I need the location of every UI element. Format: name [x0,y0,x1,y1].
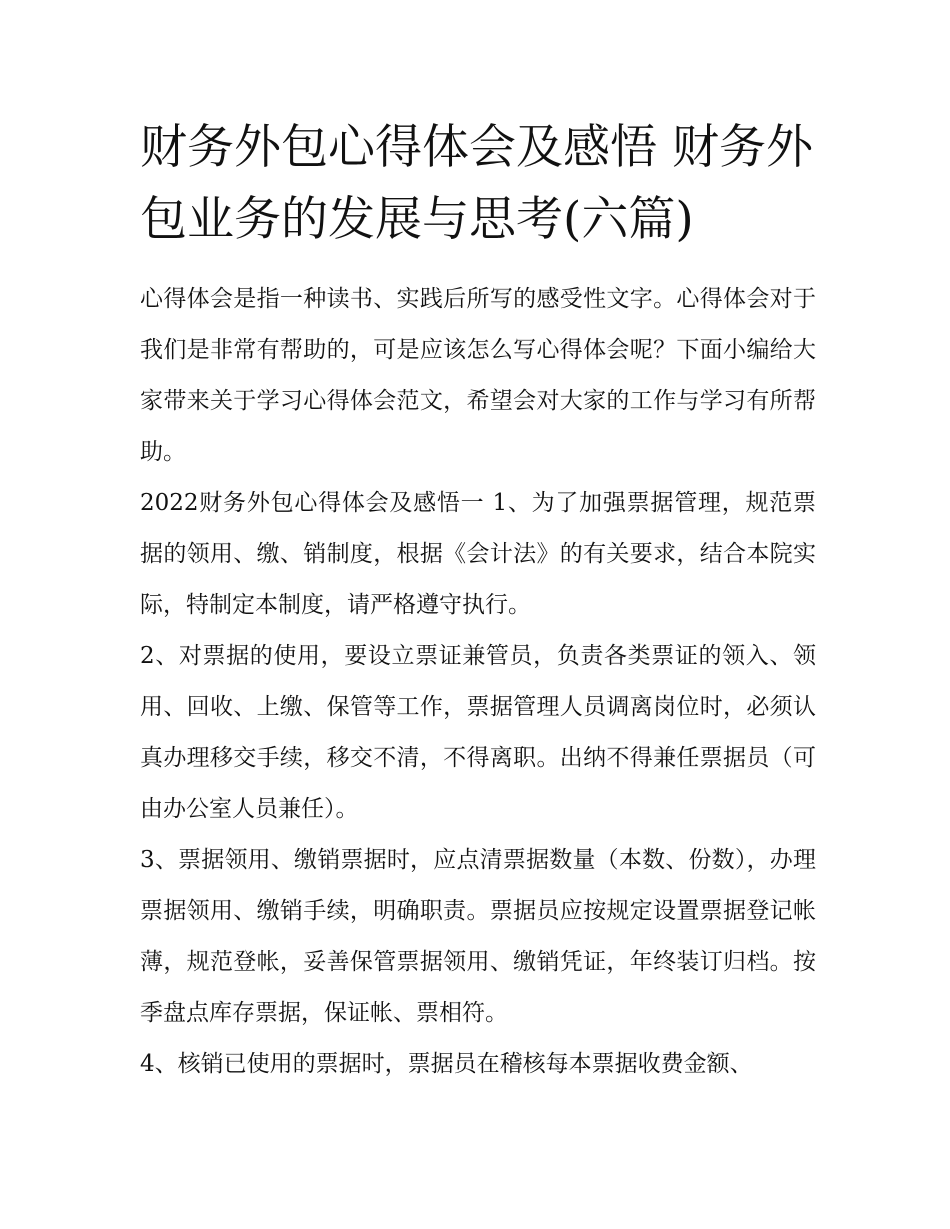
paragraph-item-2: 2、对票据的使用，要设立票证兼管员，负责各类票证的领入、领用、回收、上缴、保管等工作，票据管理人员调离岗位时，必须认真办理移交手续，移交不清，不得离职。出纳不得兼任票据员（可由办公室人员兼任）。 [140,643,816,822]
paragraph-intro: 心得体会是指一种读书、实践后所写的感受性文字。心得体会对于我们是非常有帮助的，可是应该怎么写心得体会呢？下面小编给大家带来关于学习心得体会范文，希望会对大家的工作与学习有所帮助。 [140,286,816,465]
paragraph-item-3: 3、票据领用、缴销票据时，应点清票据数量（本数、份数），办理票据领用、缴销手续，明确职责。票据员应按规定设置票据登记帐薄，规范登帐，妥善保管票据领用、缴销凭证，年终装订归档。按季盘点库存票据，保证帐、票相符。 [140,847,816,1026]
document-page [140,112,816,1090]
document-title: 财务外包心得体会及感悟 财务外包业务的发展与思考(六篇) [140,120,813,247]
paragraph-item-1: 2022财务外包心得体会及感悟一 1、为了加强票据管理，规范票据的领用、缴、销制度，根据《会计法》的有关要求，结合本院实际，特制定本制度，请严格遵守执行。 [140,490,816,618]
paragraph-item-4: 4、核销已使用的票据时，票据员在稽核每本票据收费金额、 [140,1051,753,1077]
